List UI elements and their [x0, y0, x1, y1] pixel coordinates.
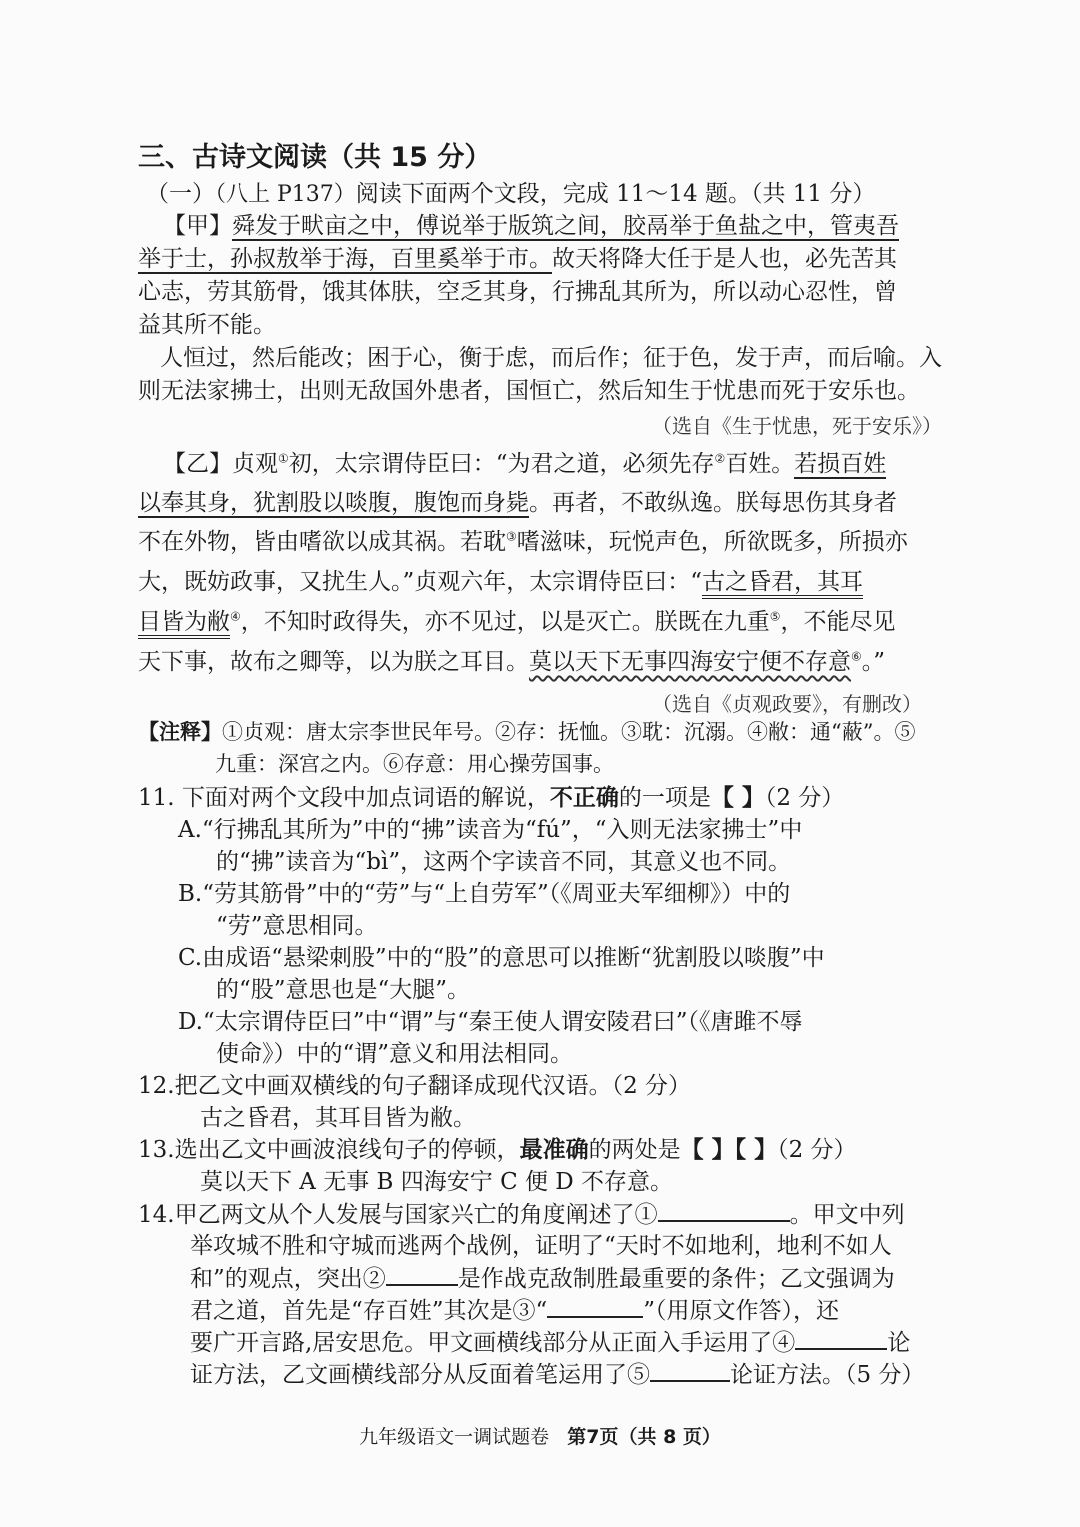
- jia-line-2-rest: 故天将降大任于是人也，必先苦其: [552, 246, 897, 272]
- yi-wavy-sentence: 莫以天下无事四海安宁便不存意: [529, 649, 851, 675]
- yi-line-1: [163, 448, 886, 480]
- page-number: 第7页（共 8 页）: [567, 1426, 721, 1448]
- q11-option-c-1: C.由成语“悬梁刺股”中的“股”的意思可以推断“犹割股以啖腹”中: [178, 945, 825, 971]
- q12-stem: 12.把乙文中画双横线的句子翻译成现代汉语。（2 分）: [138, 1073, 692, 1099]
- q14-text: 。甲文中列: [789, 1202, 905, 1228]
- footer-title: 九年级语文一调试题卷: [359, 1426, 550, 1448]
- jia-line-4: 益其所不能。: [138, 312, 276, 338]
- yi-line-6: [138, 646, 885, 678]
- q13-score: （2 分）: [777, 1137, 857, 1163]
- yi-text: ，不能尽见: [780, 609, 896, 635]
- notes-tag: 【注释】: [138, 720, 222, 744]
- q11-option-b-2: “劳”意思相同。: [216, 913, 378, 939]
- q14-line-1: [138, 1198, 905, 1231]
- jia-line-5: 人恒过，然后能改；困于心，衡于虑，而后作；征于色，发于声，而后喻。入: [160, 345, 942, 371]
- q13-stem: [138, 1134, 857, 1166]
- section-title: 三、古诗文阅读（共 15 分）: [138, 142, 492, 173]
- q11-option-a-2: 的“拂”读音为“bì”，这两个字读音不同，其意义也不同。: [216, 849, 792, 875]
- blank-2[interactable]: [386, 1262, 458, 1286]
- q14-text: 14.甲乙两文从个人发展与国家兴亡的角度阐述了①: [138, 1202, 658, 1228]
- q14-text: 君之道，首先是“存百姓”其次是③“: [190, 1298, 548, 1324]
- footnote-mark-4: ④: [230, 609, 241, 624]
- page-footer: [0, 1421, 1080, 1453]
- q14-line-4: [190, 1294, 839, 1327]
- yi-text: 贞观: [232, 451, 278, 477]
- yi-text: 初，太宗谓侍臣曰：“为君之道，必须先存: [288, 451, 715, 477]
- q14-text: 论证方法。（5 分）: [730, 1362, 925, 1388]
- notes-text: ①贞观：唐太宗李世民年号。②存：抚恤。③耽：沉溺。④敝：通“蔽”。⑤: [222, 720, 916, 744]
- q14-text: 是作战克敌制胜最重要的条件；乙文强调为: [457, 1266, 895, 1292]
- q14-line-3: [190, 1262, 895, 1295]
- q11-option-d-1: D.“太宗谓侍臣曰”中“谓”与“秦王使人谓安陵君曰”（《唐雎不辱: [178, 1009, 803, 1035]
- yi-line-4: [138, 566, 863, 598]
- yi-text: 天下事，故布之卿等，以为朕之耳目。: [138, 649, 529, 675]
- answer-brackets: 【 】【 】: [680, 1137, 778, 1163]
- q14-text: 和”的观点，突出②: [190, 1266, 386, 1292]
- jia-tag: 【甲】: [163, 213, 232, 239]
- footnote-mark-5: ⑤: [769, 609, 781, 624]
- q14-text: ”（用原文作答），还: [643, 1298, 840, 1324]
- yi-double-underlined-1: 古之昏君，其耳: [702, 569, 863, 599]
- blank-4[interactable]: [795, 1326, 887, 1350]
- q14-line-5: [190, 1326, 910, 1359]
- jia-line-2: [138, 243, 897, 275]
- jia-underlined-1: 舜发于畎亩之中，傅说举于版筑之间，胶鬲举于鱼盐之中，管夷吾: [232, 213, 899, 239]
- q11-option-a-1: A.“行拂乱其所为”中的“拂”读音为“fú”，“入则无法家拂士”中: [178, 817, 803, 843]
- yi-text: ，不知时政得失，亦不见过，以是灭亡。朕既在九重: [240, 609, 770, 635]
- blank-1[interactable]: [658, 1198, 790, 1222]
- q14-text: 要广开言路,居安思危。甲文画横线部分从正面入手运用了④: [190, 1330, 796, 1356]
- footnote-mark-3: ③: [506, 529, 517, 544]
- yi-line-3: [138, 526, 908, 558]
- q11-emphasis: 不正确: [549, 785, 619, 811]
- footnote-mark-1: ①: [278, 451, 289, 466]
- footnote-mark-6: ⑥: [851, 649, 862, 664]
- yi-double-underlined-2: 目皆为敝: [138, 609, 230, 639]
- jia-line-6: 则无法家拂士，出则无敌国外患者，国恒亡，然后知生于忧患而死于安乐也。: [138, 378, 920, 404]
- notes-line-1: [138, 716, 915, 748]
- q12-sentence: 古之昏君，其耳目皆为敝。: [200, 1105, 476, 1131]
- part-instruction: 阅读下面两个文段，完成 11～14 题。（共 11 分）: [355, 181, 876, 207]
- yi-text: 嗜滋味，玩悦声色，所欲既多，所损亦: [516, 529, 908, 555]
- yi-tag: 【乙】: [163, 451, 232, 477]
- q11-text: 的一项是: [618, 785, 711, 811]
- yi-text: 大，既妨政事，又扰生人。”贞观六年，太宗谓侍臣曰：“: [138, 569, 703, 595]
- yi-text: 。”: [861, 649, 886, 675]
- jia-line-3: 心志，劳其筋骨，饿其体肤，空乏其身，行拂乱其所为，所以动心忍性，曾: [138, 279, 897, 305]
- q14-line-2: 举攻城不胜和守城而逃两个战例，证明了“天时不如地利，地利不如人: [190, 1233, 892, 1259]
- answer-bracket: 【 】: [710, 785, 765, 811]
- q11-option-d-2: 使命》）中的“谓”意义和用法相同。: [216, 1041, 574, 1067]
- yi-underlined-2: 以奉其身，犹割股以啖腹，腹饱而身毙: [138, 490, 529, 516]
- yi-line-5: [138, 606, 896, 638]
- q14-text: 论: [887, 1330, 911, 1356]
- part-ref: （八上 P137）: [215, 182, 356, 207]
- q11-option-b-1: B.“劳其筋骨”中的“劳”与“上自劳军”（《周亚夫军细柳》）中的: [178, 881, 791, 907]
- jia-underlined-2: 举于士，孙叔敖举于海，百里奚举于市。: [138, 246, 552, 272]
- q13-emphasis: 最准确: [519, 1137, 589, 1163]
- notes-line-2: 九重：深宫之内。⑥存意：用心操劳国事。: [215, 752, 614, 776]
- q13-text: 13.选出乙文中画波浪线句子的停顿，: [138, 1137, 520, 1163]
- part-label: （一）: [146, 181, 215, 207]
- q13-text: 的两处是: [588, 1137, 681, 1163]
- yi-line-2: [138, 487, 897, 519]
- jia-line-1: [163, 210, 899, 242]
- yi-text: 。再者，不敢纵逸。朕每思伤其身者: [529, 490, 897, 516]
- footnote-mark-2: ②: [714, 451, 726, 466]
- jia-source: （选自《生于忧患，死于安乐》）: [652, 414, 942, 438]
- blank-5[interactable]: [650, 1358, 730, 1382]
- q11-stem: [138, 782, 844, 814]
- q11-option-c-2: 的“股”意思也是“大腿”。: [216, 977, 471, 1003]
- part-heading: [146, 178, 875, 211]
- yi-underlined-1: 若损百姓: [794, 451, 887, 477]
- q14-line-6: [190, 1358, 924, 1391]
- q11-text: 11. 下面对两个文段中加点词语的解说，: [138, 785, 550, 811]
- q11-score: （2 分）: [764, 785, 845, 811]
- blank-3[interactable]: [547, 1294, 643, 1318]
- q13-sentence: 莫以天下 A 无事 B 四海安宁 C 便 D 不存意。: [200, 1169, 674, 1195]
- yi-text: 百姓。: [725, 451, 795, 477]
- yi-text: 不在外物，皆由嗜欲以成其祸。若耽: [138, 529, 506, 555]
- q14-text: 证方法，乙文画横线部分从反面着笔运用了⑤: [190, 1362, 650, 1388]
- yi-source: （选自《贞观政要》，有删改）: [652, 692, 922, 716]
